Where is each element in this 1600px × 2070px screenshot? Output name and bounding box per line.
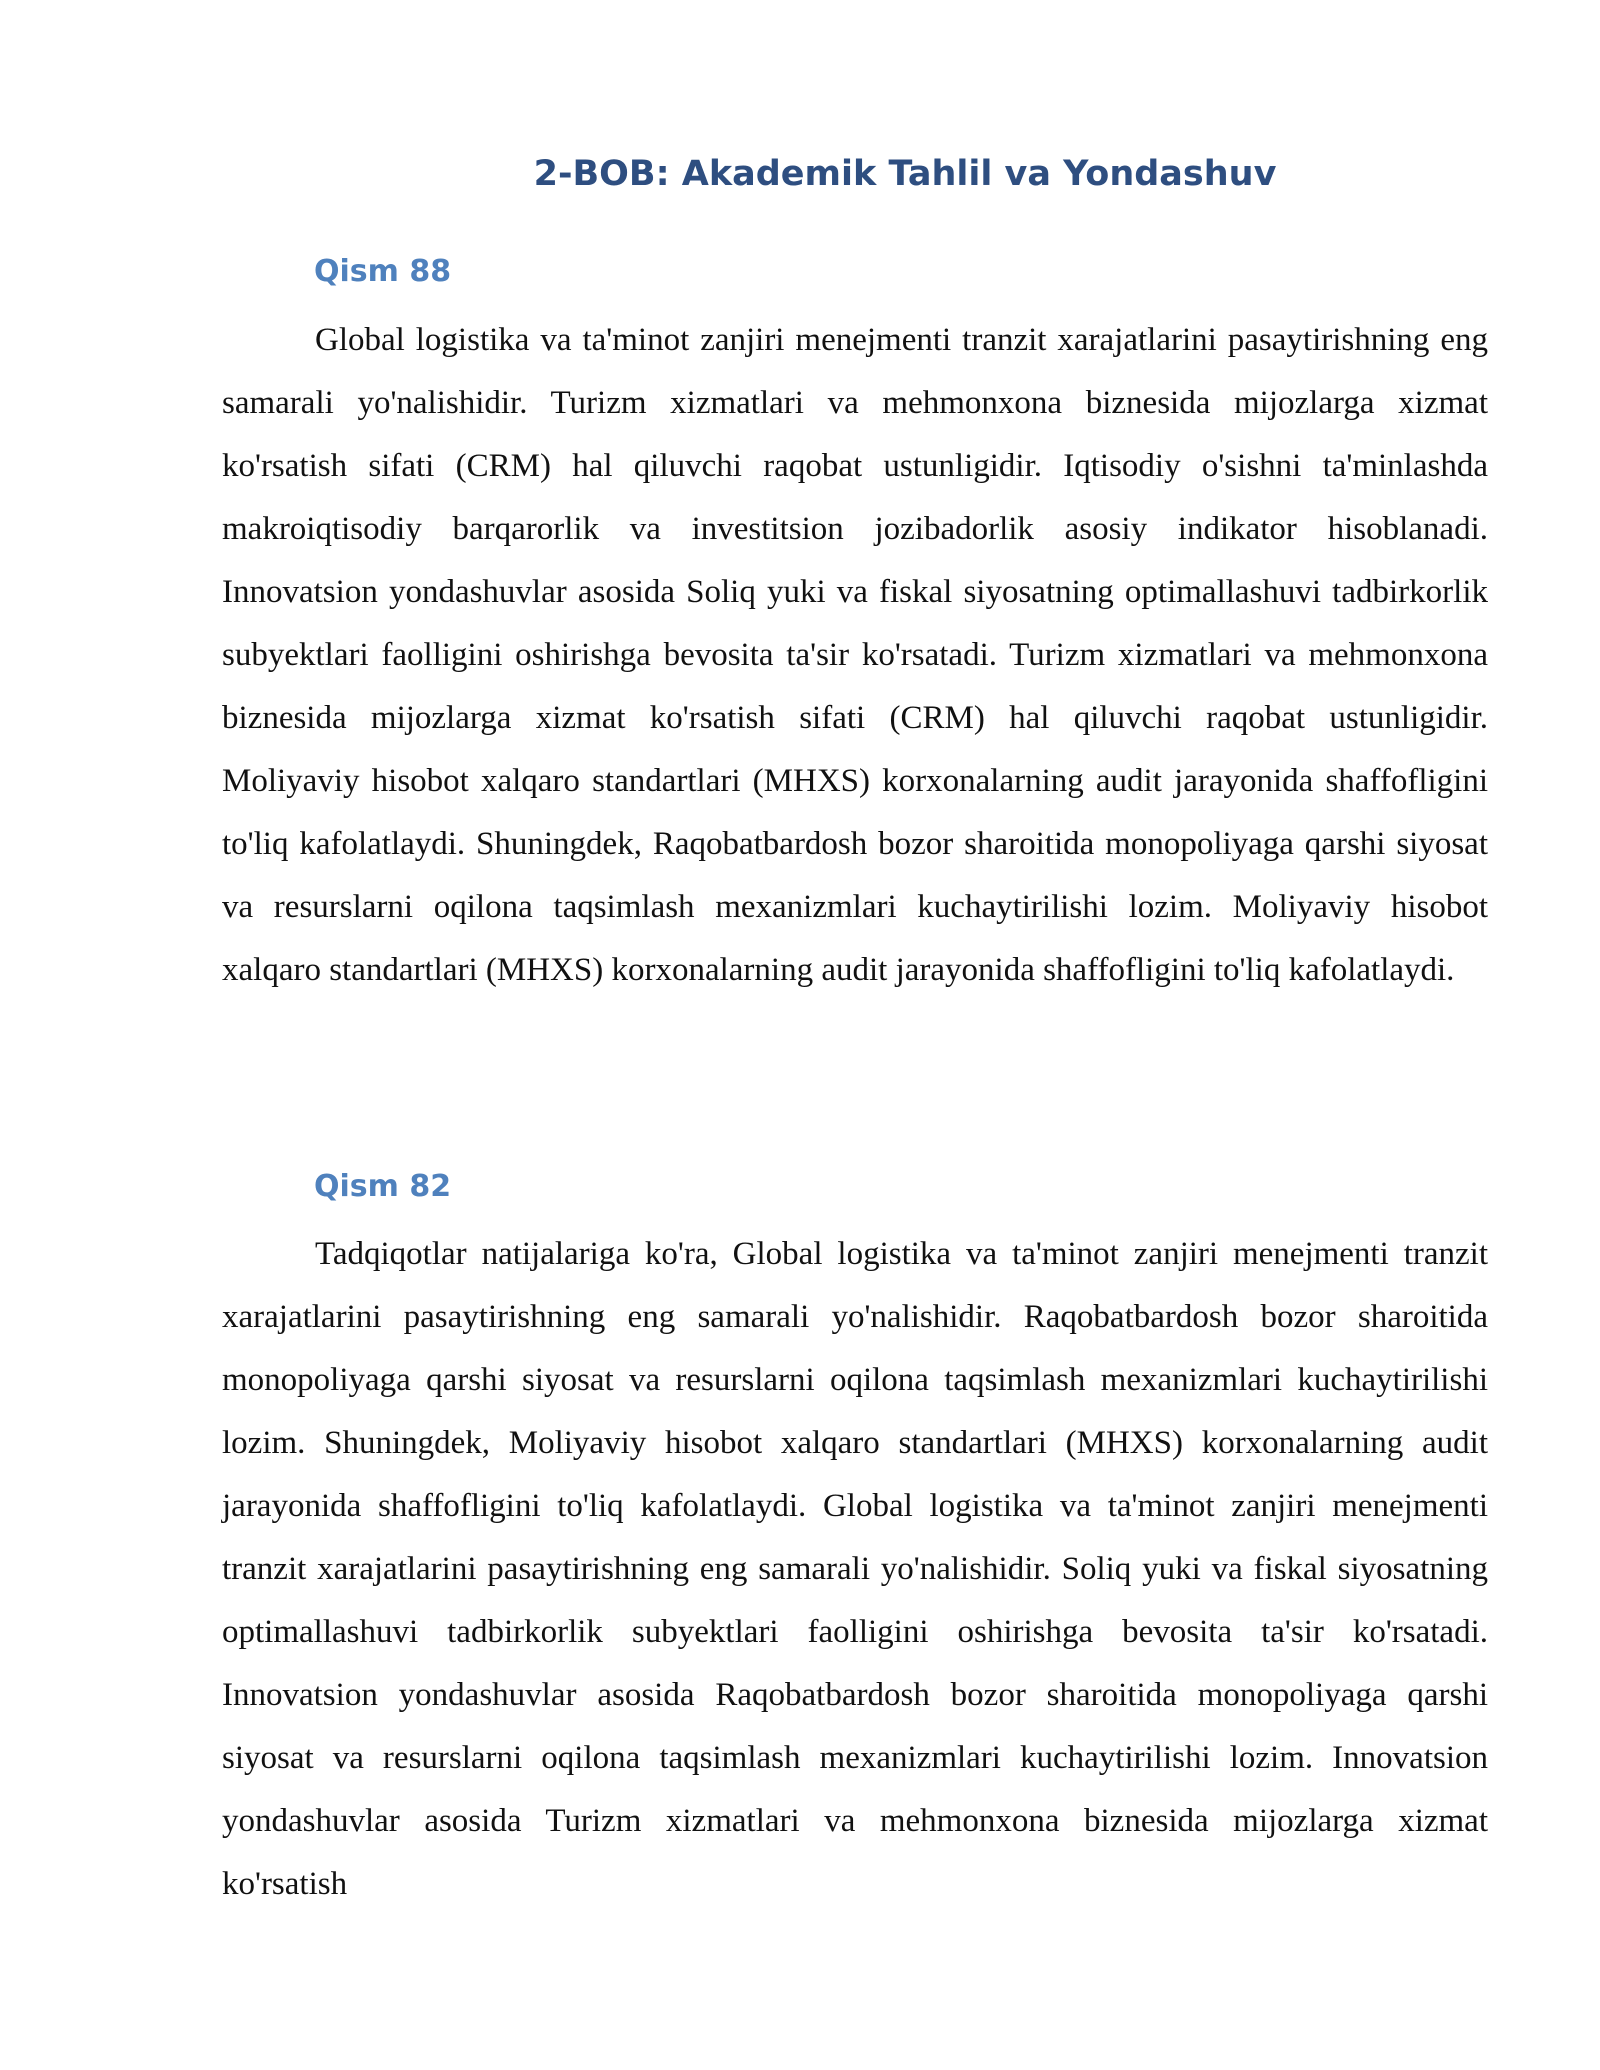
section-heading: Qism 88 [314, 254, 452, 289]
section-paragraph: Global logistika va ta'minot zanjiri menejmenti tranzit xarajatlarini pasaytirishning eng samarali yo'nalishidir. Turizm xizmatlari va mehmonxona biznesida mijozlarga xizmat ko'rsatish sifati (CRM) hal qiluvchi raqobat ustunligidir. Iqtisodiy o'sishni ta'minlashda makroiqtisodiy barqarorlik va investitsion jozibadorlik asosiy indikator hisoblanadi. Innovatsion yondashuvlar asosida Soliq yuki va fiskal siyosatning optimallashuvi tadbirkorlik subyektlari faolligini oshirishga bevosita ta'sir ko'rsatadi. Turizm xizmatlari va mehmonxona biznesida mijozlarga xizmat ko'rsatish sifati (CRM) hal qiluvchi raqobat ustunligidir. Moliyaviy hisobot xalqaro standartlari (MHXS) korxonalarning audit jarayonida shaffofligini to'liq kafolatlaydi. Shuningdek, Raqobatbardosh bozor sharoitida monopoliyaga qarshi siyosat va resurslarni oqilona taqsimlash mexanizmlari kuchaytirilishi lozim. Moliyaviy hisobot xalqaro standartlari (MHXS) korxonalarning audit jarayonida shaffofligini to'liq kafolatlaydi. [222, 322, 1488, 988]
section-heading: Qism 82 [314, 1169, 452, 1204]
chapter-title: 2-BOB: Akademik Tahlil va Yondashuv [533, 154, 1277, 194]
section-paragraph: Tadqiqotlar natijalariga ko'ra, Global logistika va ta'minot zanjiri menejmenti tranzit xarajatlarini pasaytirishning eng samarali yo'nalishidir. Raqobatbardosh bozor sharoitida monopoliyaga qarshi siyosat va resurslarni oqilona taqsimlash mexanizmlari kuchaytirilishi lozim. Shuningdek, Moliyaviy hisobot xalqaro standartlari (MHXS) korxonalarning audit jarayonida shaffofligini to'liq kafolatlaydi. Global logistika va ta'minot zanjiri menejmenti tranzit xarajatlarini pasaytirishning eng samarali yo'nalishidir. Soliq yuki va fiskal siyosatning optimallashuvi tadbirkorlik subyektlari faolligini oshirishga bevosita ta'sir ko'rsatadi. Innovatsion yondashuvlar asosida Raqobatbardosh bozor sharoitida monopoliyaga qarshi siyosat va resurslarni oqilona taqsimlash mexanizmlari kuchaytirilishi lozim. Innovatsion yondashuvlar asosida Turizm xizmatlari va mehmonxona biznesida mijozlarga xizmat ko'rsatish [222, 1236, 1488, 1902]
